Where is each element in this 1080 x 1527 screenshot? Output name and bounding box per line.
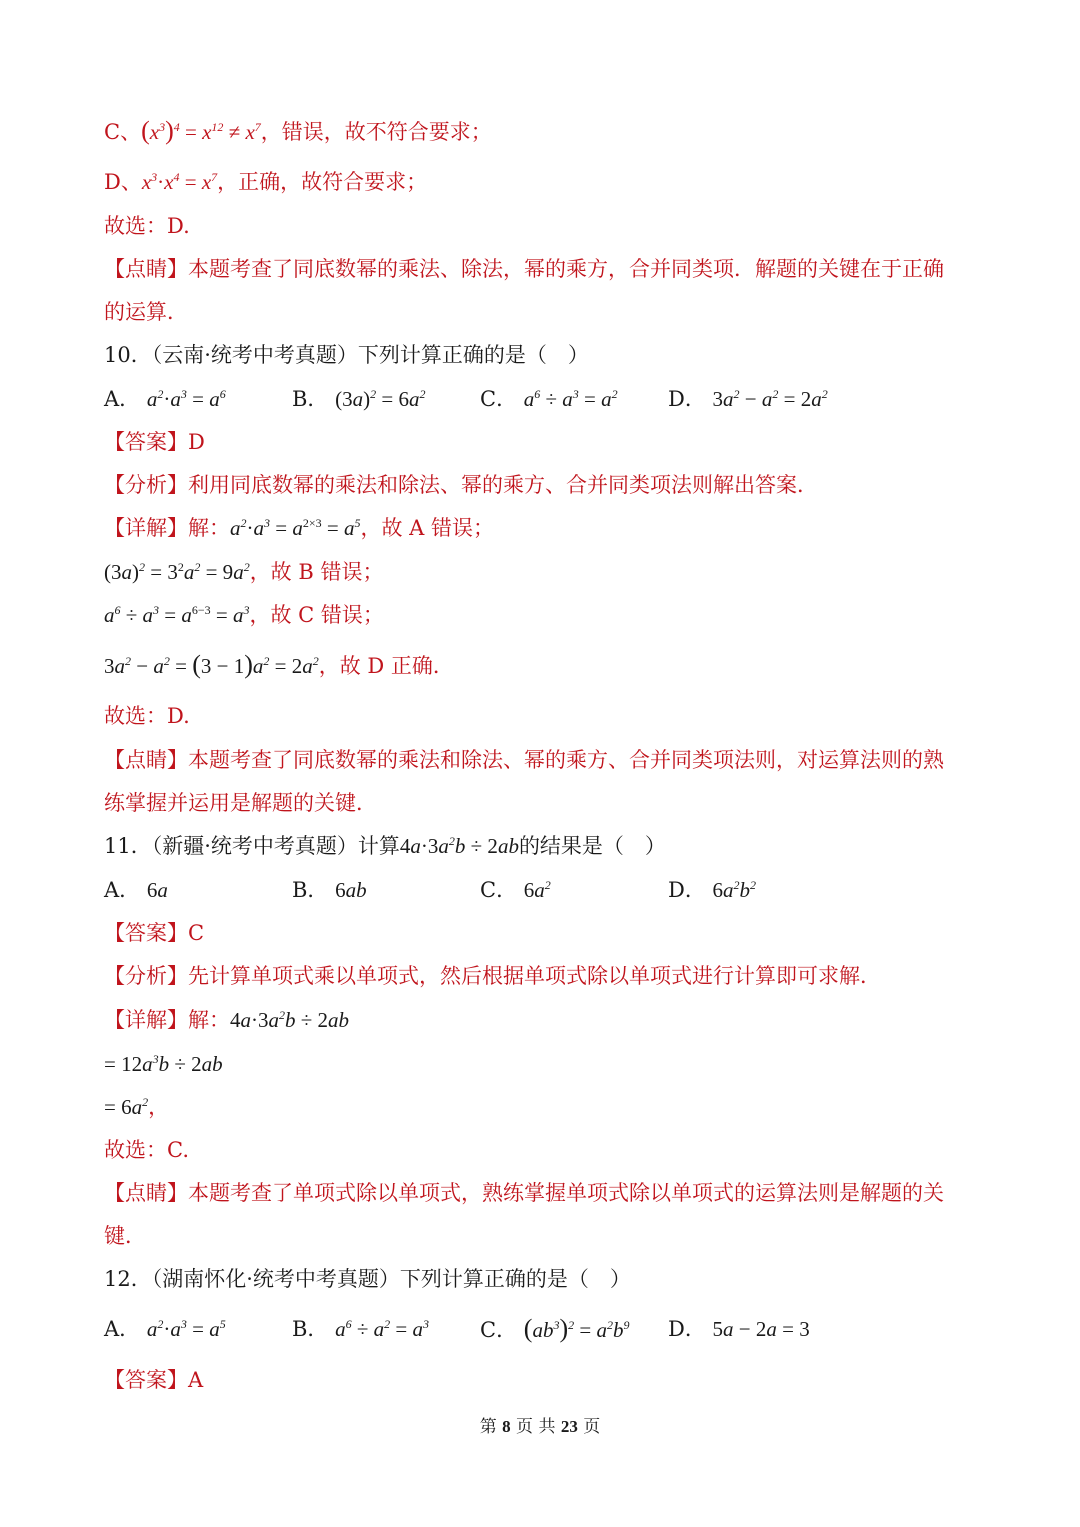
question-11-detail: 【详解】解：$4a\cdot 3a^2b \div 2ab$ [104, 1008, 350, 1032]
question-11-comment: 【点睛】本题考查了单项式除以单项式，熟练掌握单项式除以单项式的运算法则是解题的关 [104, 1181, 944, 1205]
option-d: D． $3a^2 - a^2 = 2a^2$ [668, 387, 828, 411]
option-a: A． $a^2\cdot a^3 = a^5$ [104, 1317, 226, 1341]
question-10-options [104, 384, 1004, 414]
question-10-detail-b: $(3a)^2 = 3^2a^2 = 9a^2$，故 B 错误； [104, 560, 384, 584]
question-11-comment-line2: 键． [104, 1224, 146, 1248]
prev-choose: 故选：D. [104, 214, 190, 238]
question-10-detail-d: $3a^2 - a^2 = (3 - 1)a^2 = 2a^2$，故 D 正确． [104, 650, 454, 679]
question-10-stem: 10．（云南·统考中考真题）下列计算正确的是（ ） [104, 343, 589, 367]
prev-comment: 【点睛】本题考查了同底数幂的乘法、除法，幂的乘方，合并同类项．解题的关键在于正确 [104, 257, 944, 281]
question-11-detail-step3: = $6a^2$， [104, 1095, 170, 1119]
question-12-options [104, 1314, 1004, 1344]
question-10-answer: 【答案】D [104, 430, 205, 454]
option-d: D． $6a^2b^2$ [668, 878, 757, 902]
question-10-comment-line2: 练掌握并运用是解题的关键． [104, 791, 377, 815]
option-c: C． $6a^2$ [480, 878, 551, 902]
option-b: B． 6ab [292, 878, 367, 902]
option-c: C． $a^6 \div a^3 = a^2$ [480, 387, 618, 411]
option-b: B． $(3a)^2 = 6a^2$ [292, 387, 426, 411]
question-10-detail: 【详解】解：$a^2\cdot a^3 = a^{2\times 3} = a^5$，故 A 错误； [104, 516, 494, 540]
total-pages: 23 [560, 1417, 578, 1436]
question-10-analysis: 【分析】利用同底数幂的乘法和除法、幂的乘方、合并同类项法则解出答案． [104, 473, 818, 497]
question-10-choose: 故选：D. [104, 704, 190, 728]
prev-option-d-explain: D、$x^3\cdot x^4 = x^7$，正确，故符合要求； [104, 170, 428, 194]
question-12-stem: 12．（湖南怀化·统考中考真题）下列计算正确的是（ ） [104, 1267, 631, 1291]
question-11-analysis: 【分析】先计算单项式乘以单项式，然后根据单项式除以单项式进行计算即可求解． [104, 964, 881, 988]
question-12-answer: 【答案】A [104, 1368, 204, 1392]
prev-option-c-explain: C、$(x^3)^4 = x^{12} \ne x^7$，错误，故不符合要求； [104, 116, 492, 145]
question-11-options [104, 875, 1004, 905]
option-a: A． 6a [104, 878, 168, 902]
prev-comment-line2: 的运算． [104, 300, 188, 324]
question-11-stem: 11．（新疆·统考中考真题）计算$4a\cdot 3a^2b \div 2ab$的结果是（ ） [104, 834, 666, 858]
comment-tag: 【点睛】 [104, 257, 188, 281]
page-footer: 第 8 页 共 23 页 [479, 1417, 601, 1437]
formula: $x^3\cdot x^4 = x^7$ [141, 170, 218, 194]
question-10-detail-c: $a^6 \div a^3 = a^{6-3} = a^3$，故 C 错误； [104, 603, 384, 627]
question-11-detail-step2: = $12a^3b \div 2ab$ [104, 1052, 223, 1076]
option-c: C． $(ab^3)^2 = a^2b^9$ [480, 1314, 630, 1343]
question-10-comment: 【点睛】本题考查了同底数幂的乘法和除法、幂的乘方、合并同类项法则，对运算法则的熟 [104, 748, 944, 772]
question-11-choose: 故选：C. [104, 1138, 189, 1162]
page-number: 8 [502, 1417, 511, 1436]
option-b: B． $a^6 \div a^2 = a^3$ [292, 1317, 429, 1341]
question-11-answer: 【答案】C [104, 921, 205, 945]
formula: $(x^3)^4 = x^{12} \ne x^7$ [141, 116, 261, 145]
option-d: D． 5a − 2a = 3 [668, 1317, 810, 1341]
option-a: A． $a^2\cdot a^3 = a^6$ [104, 387, 226, 411]
